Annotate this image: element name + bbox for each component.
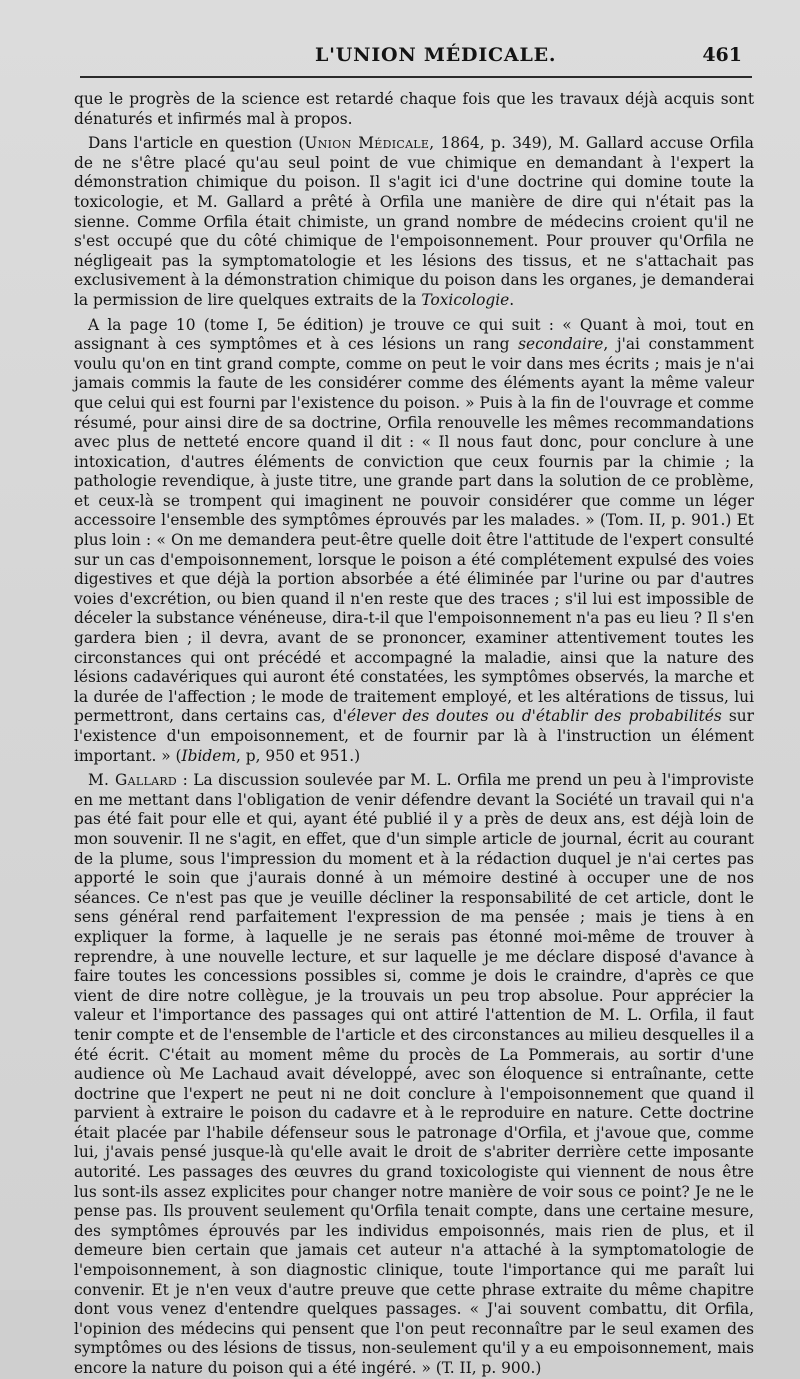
text-run: .	[509, 290, 515, 309]
italic-term: secondaire	[518, 335, 604, 354]
journal-name: Union Médicale	[304, 134, 430, 153]
paragraph-text: que le progrès de la science est retardé chaque fois que les travaux déjà acquis sont dénaturés et infirmés mal à propos.	[74, 90, 754, 128]
paragraph-quotes	[74, 316, 754, 767]
speaker-name: M. Gallard	[88, 771, 178, 790]
book-title: Toxicologie	[421, 290, 510, 309]
italic-phrase: élever des doutes ou d'établir des probabilités	[346, 707, 722, 726]
text-run: A la page 10 (tome I, 5e édition) je trouve ce qui suit : « Quant à moi, tout en assignant à ces symptômes et à ces lésions un rang	[74, 315, 754, 354]
paragraph-continuation	[74, 90, 754, 129]
text-run: : La discussion soulevée par M. L. Orfila me prend un peu à l'improviste en me mettant dans l'obligation de venir défendre devant la Société un travail qui n'a pas été fait pour elle et qui, ayant été publié il y a près de deux ans, est déjà loin de mon souvenir. Il ne s'agit, en effet, que d'un simple article de journal, écrit au courant de la plume, sous l'impression du moment et à la rédaction duquel je n'ai certes pas apporté le soin que j'aurais donné à un mémoire destiné à occuper une de nos séances. Ce n'est pas que je veuille décliner la responsabilité de cet article, dont le sens général rend parfaitement l'expression de ma pensée ; mais je tiens à en expliquer la forme, à laquelle je ne serais pas étonné moi-même de trouver à reprendre, à une nouvelle lecture, et sur laquelle je me déclare disposé d'avance à faire toutes les concessions possibles si, comme je dois le craindre, d'après ce que vient de dire notre collègue, je la trouvais un peu trop absolue. Pour apprécier la valeur et l'importance des passages qui ont attiré l'attention de M. L. Orfila, il faut tenir compte et de l'ensemble de l'article et des circonstances au milieu desquelles il a été écrit. C'était au moment même du procès de La Pommerais, au sortir d'une audience où Me Lachaud avait développé, avec son éloquence si entraînante, cette doctrine que l'expert ne peut ni ne doit conclure à l'empoisonnement que quand il parvient à extraire le poison du cadavre et à le reproduire en nature. Cette doctrine était placée par l'habile défenseur sous le patronage d'Orfila, et j'avoue que, comme lui, j'avais pensé jusque-là qu'elle avait le droit de s'abriter derrière cette imposante autorité. Les passages des œuvres du grand toxicologiste qui viennent de nous être lus sont-ils assez explicites pour changer notre manière de voir sous ce point? Je ne le pense pas. Ils prouvent seulement qu'Orfila tenait compte, dans une certaine mesure, des symptômes éprouvés par les individus empoisonnés, mais rien de plus, et il demeure bien certain que jamais cet auteur n'a attaché à la symptomatologie de l'empoisonnement, à son diagnostic clinique, toute l'importance qui me paraît lui convenir. Et je n'en veux d'autre preuve que cette phrase extraite du même chapitre dont vous venez d'entendre quelques passages. « J'ai souvent combattu, dit Orfila, l'opinion des médecins qui pensent que l'on peut reconnaître par le seul examen des symptômes ou des lésions de tissus, non-seulement qu'il y a eu empoisonnement, mais encore la nature du poison qui a été ingéré. » (T. II, p. 900.)	[74, 771, 754, 1377]
text-run: , 1864, p. 349), M. Gallard accuse Orfila de ne s'être placé qu'au seul point de vue chimique en demandant à l'expert la démonstration chimique du poison. Il s'agit ici d'une doctrine qui domine toute la toxicologie, et M. Gallard a prêté à Orfila une manière de dire qui n'était pas la sienne. Comme Orfila était chimiste, un grand nombre de médecins croient qu'il ne s'est occupé que du côté chimique de l'empoisonnement. Pour prouver qu'Orfila ne négligeait pas la symptomatologie et les lésions des tissus, et ne s'attachait pas exclusivement à la démonstration chimique du poison dans les organes, je demanderai la permission de lire quelques extraits de la	[74, 134, 754, 309]
page-number: 461	[702, 44, 742, 66]
text-run: , p, 950 et 951.)	[235, 746, 361, 765]
text-run: Dans l'article en question (	[88, 134, 305, 153]
paragraph-gallard-reply	[74, 771, 754, 1378]
running-head	[0, 44, 800, 74]
journal-title: L'UNION MÉDICALE.	[315, 44, 557, 66]
text-run: sur l'existence d'un empoisonnement, et de fournir par là à l'instruction un élément important. » (	[74, 707, 755, 765]
text-run: , j'ai constamment voulu qu'on en tint grand compte, comme on peut le voir dans mes écrits ; mais je n'ai jamais commis la faute de les considérer comme des éléments ayant la même valeur que celui qui est fourni par l'existence du poison. » Puis à la fin de l'ouvrage et comme résumé, pour ainsi dire de sa doctrine, Orfila renouvelle les mêmes recommandations avec plus de netteté encore quand il dit : « Il nous faut donc, pour conclure à une intoxication, d'autres éléments de conviction que ceux fournis par la chimie ; la pathologie revendique, à juste titre, une grande part dans la solution de ce problème, et ceux-là se trompent qui imaginent ne pouvoir considérer que comme un léger accessoire l'ensemble des symptômes éprouvés par les malades. » (Tom. II, p. 901.) Et plus loin : « On me demandera peut-être quelle doit être l'attitude de l'expert consulté sur un cas d'empoisonnement, lorsque le poison a été complétement expulsé des voies digestives et que déjà la portion absorbée a été éliminée par l'urine ou par d'autres voies d'excrétion, ou bien quand il n'en reste que des traces ; s'il lui est impossible de déceler la substance vénéneuse, dira-t-il que l'empoisonnement n'a pas eu lieu ? Il s'en gardera bien ; il devra, avant de se prononcer, examiner attentivement toutes les circonstances qui ont précédé et accompagné la maladie, ainsi que la nature des lésions cadavériques qui auront été constatées, les symptômes observés, la marche et la durée de l'affection ; le mode de traitement employé, et les altérations de tissus, lui permettront, dans certains cas, d'	[74, 335, 754, 726]
paragraph-orfila-article	[74, 134, 754, 310]
citation-ibidem: Ibidem	[181, 746, 236, 765]
body-text	[74, 90, 754, 1379]
header-rule	[80, 76, 752, 78]
